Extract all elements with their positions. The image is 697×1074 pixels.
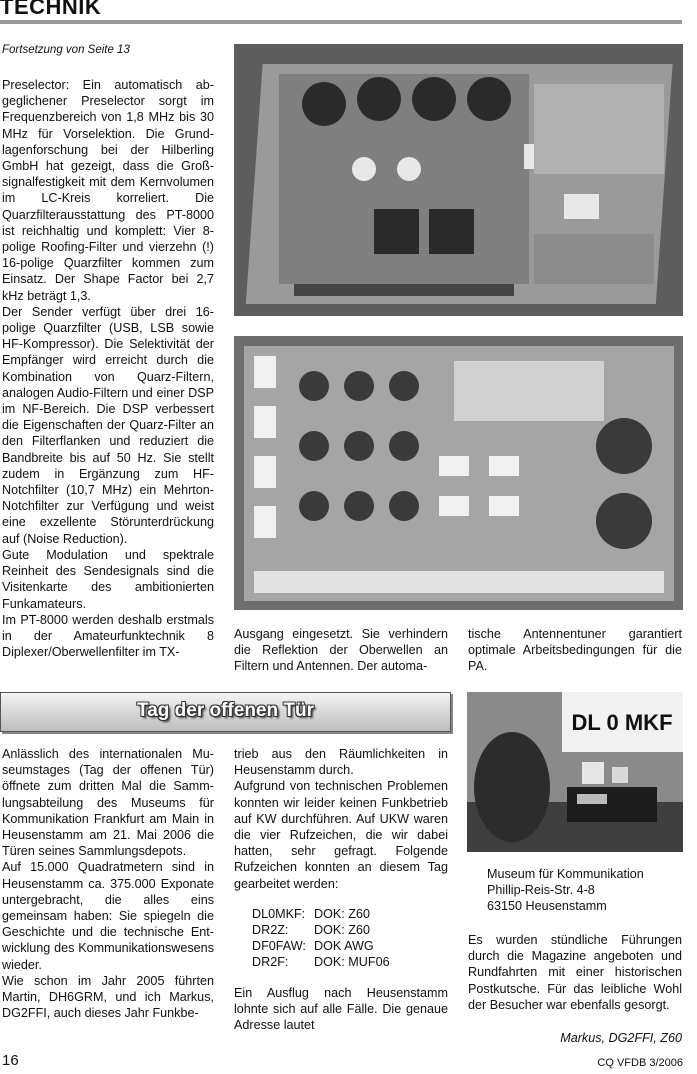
callsign-row	[252, 922, 448, 938]
paragraph: Anlässlich des internationalen Museumstages (Tag der offenen Tür) öffnete zum dritten Mal die Sammlungsabteilung des Museums für Kommunikation Frankfurt am Main in Heusenstamm am 21. Mai 2006 die Türen seines Sammlungsdepots.	[2, 747, 214, 859]
dok: DOK AWG	[314, 939, 374, 954]
paragraph: Preselector: Ein automatisch abgeglichener Preselector sorgt im Frequenzbereich von 1,8 MHz bis 30 MHz für Vorselektion. Die Grundlagenforschung bei der Hilberling GmbH hat gezeigt, dass die Großsignalfestigkeit mit dem Kernvolumen im LC-Kreis korreliert. Die Quarzfilterausstattung des PT-8000 ist reichhaltig und komplett: Vier 8-polige Roofing-Filter und vierzehn (!) 16-polige Quarzfilter kommen zum Einsatz. Der Shape Factor bei 2,7 kHz beträgt 1,3.	[2, 78, 214, 303]
paragraph: Wie schon im Jahr 2005 führten Martin, DH6GRM, und ich Markus, DG2FFI, auch dieses Jahr Funkbe-	[2, 973, 214, 1021]
callsign-row	[252, 938, 448, 954]
author-signature: Markus, DG2FFI, Z60	[560, 1031, 682, 1045]
article1-mid-column: Ausgang eingesetzt. Sie verhindern die Reflektion der Oberwellen an Filtern und Antennen. Der automa-	[234, 627, 448, 674]
address-line: Museum für Kommunikation	[487, 867, 644, 881]
station-sign: DL 0 MKF	[571, 710, 673, 735]
callsign: DR2F:	[252, 955, 289, 970]
paragraph: trieb aus den Räumlichkeiten in Heusenstamm durch.	[234, 747, 448, 778]
paragraph: Aufgrund von technischen Problemen konnten wir leider keinen Funkbetrieb auf KW durchführen. Auf UKW waren die vier Rufzeichen, die wir dabei hatten, sehr gefragt. Folgende Rufzeichen konnten an diesem Tag gearbeitet werden:	[234, 779, 448, 891]
banner-title: Tag der offenen Tür	[137, 700, 314, 721]
article1-right-column: tische Antennentuner garantiert optimale Arbeitsbedingungen für die PA.	[468, 627, 682, 674]
callsign: DF0FAW:	[252, 939, 306, 954]
article2-column-2	[234, 746, 448, 1033]
paragraph: Gute Modulation und spektrale Reinheit des Sendesignals sind die Visitenkarte des ambitionierten Funkamateurs.	[2, 547, 214, 611]
paragraph: Der Sender verfügt über drei 16-polige Quarzfilter (USB, LSB sowie HF-Kompressor). Die Selektivität der Empfänger wird erreicht durch die Kombination von Quarz-Filtern, analogen Audio-Filtern und einer DSP im NF-Bereich. Die DSP verbessert die Eigenschaften der Quarz-Filter an den Filterflanken und reduziert die Bandbreite bis auf 50 Hz. Sie stellt zudem in Ergänzung zum HF-Notchfilter (10,7 MHz) ein Mehrton-Notchfilter zur Verfügung und weist eine exzellente Störunterdrückung auf (Noise Reduction).	[2, 304, 214, 546]
issue-label: CQ VFDB 3/2006	[597, 1057, 683, 1069]
address-line: 63150 Heusenstamm	[487, 899, 607, 914]
article2-column-1	[2, 746, 214, 1021]
dok: DOK: Z60	[314, 923, 370, 938]
page-number: 16	[2, 1052, 19, 1069]
article2-column-3: Es wurden stündliche Führungen durch die Magazine angeboten und Rundfahrten mit einer historischen Postkutsche. Für das leibliche Wohl der Besucher war ebenfalls gesorgt.	[468, 933, 682, 1012]
header-rule	[0, 20, 682, 24]
address-block	[487, 866, 683, 915]
continued-note: Fortsetzung von Seite 13	[2, 44, 130, 56]
article-banner	[0, 692, 451, 732]
callsign-list	[252, 906, 448, 971]
dok: DOK: MUF06	[314, 955, 390, 970]
callsign: DR2Z:	[252, 923, 289, 938]
paragraph: Auf 15.000 Quadratmetern sind in Heusenstamm ca. 375.000 Exponate untergebracht, die alles eins gemeinsam haben: Sie spiegeln die Geschichte und die technische Entwicklung des Kommunikationswesens wieder.	[2, 860, 214, 972]
paragraph: Ein Ausflug nach Heusenstamm lohnte sich auf alle Fälle. Die genaue Adresse lautet	[234, 985, 448, 1033]
callsign-row	[252, 906, 448, 922]
section-title: TECHNIK	[0, 0, 102, 19]
address-line: Phillip-Reis-Str. 4-8	[487, 883, 595, 898]
pcb-photo-bottom	[234, 336, 683, 610]
pcb-photo-top	[234, 44, 683, 316]
paragraph: Im PT-8000 werden deshalb erstmals in der Amateurfunktechnik 8 Diplexer/Oberwellenfilter im TX-	[2, 612, 214, 660]
article1-left-column	[2, 77, 214, 660]
callsign-row	[252, 954, 448, 970]
station-photo	[467, 692, 683, 852]
dok: DOK: Z60	[314, 906, 370, 921]
callsign: DL0MKF:	[252, 906, 306, 921]
